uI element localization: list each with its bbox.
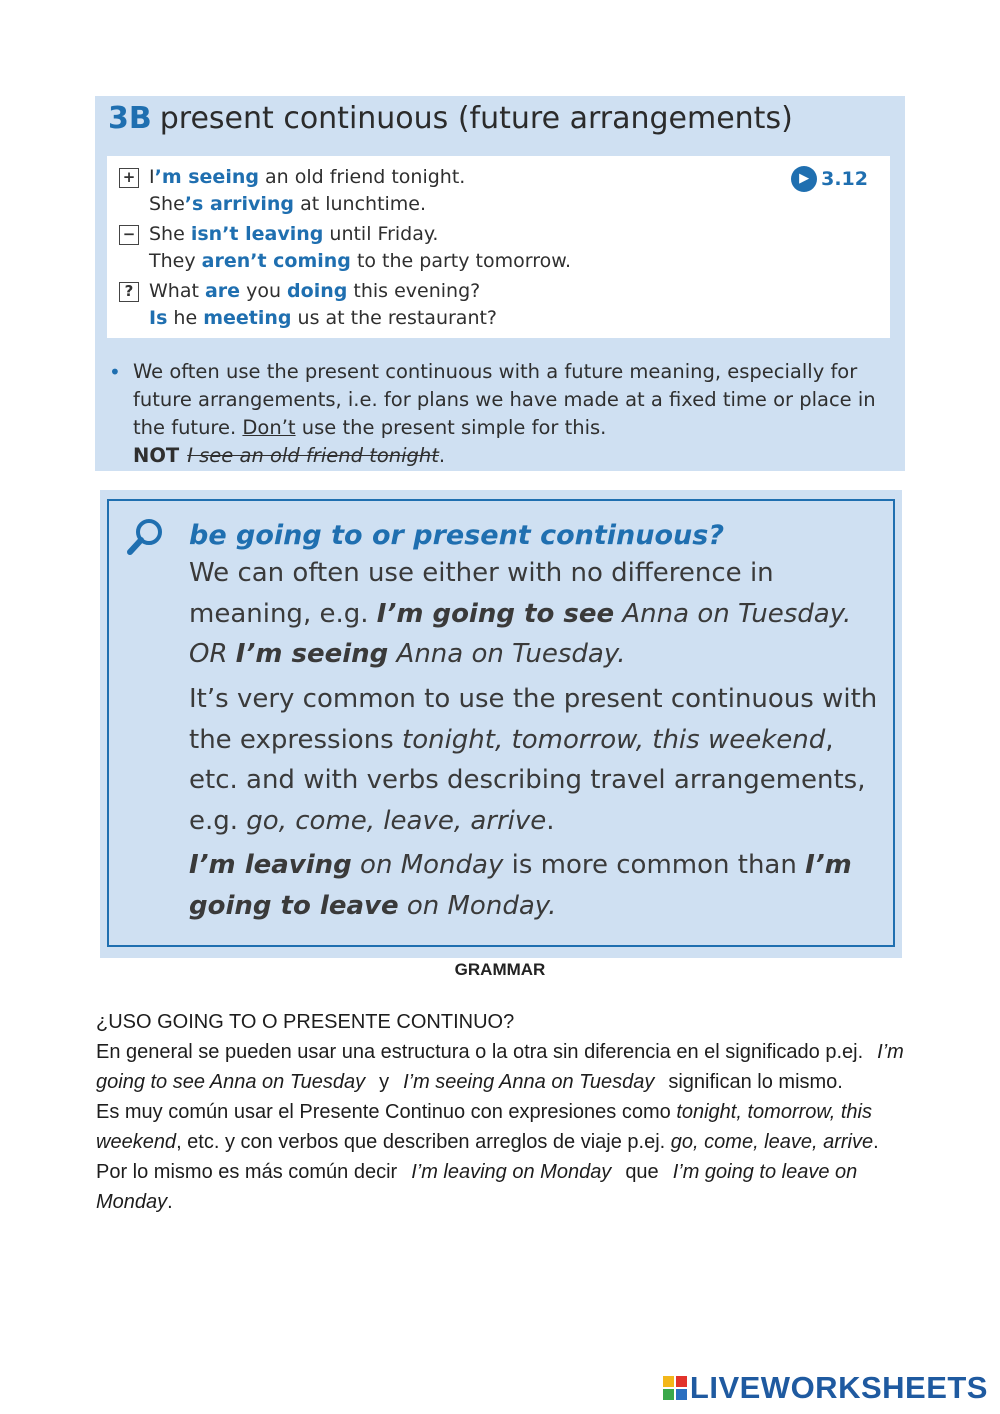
tip-box-border: [107, 499, 895, 947]
question-icon: ?: [119, 282, 139, 302]
audio-track[interactable]: [791, 166, 868, 192]
example-line: She isn’t leaving until Friday.: [149, 223, 439, 245]
notes-paragraph: En general se pueden usar una estructura o la otra sin diferencia en el significado p.ej. I’m going to see Anna on Tuesday y I’m seeing Anna on Tuesday significan lo mismo.: [96, 1041, 904, 1093]
plus-icon: +: [119, 168, 139, 188]
rule-text-end: use the present simple for this.: [301, 416, 607, 439]
magnifier-icon: [125, 517, 165, 557]
unit-code: 3B: [108, 101, 152, 136]
grammar-title: [108, 98, 793, 140]
notes-paragraph: Por lo mismo es más común decir I’m leaving on Monday que I’m going to leave on Monday.: [96, 1161, 858, 1213]
tip-paragraph: I’m leaving on Monday is more common than I’m going to leave on Monday.: [189, 850, 852, 921]
logo-text: LIVEWORKSHEETS: [689, 1370, 988, 1405]
rule-emphasis: Don’t: [242, 416, 296, 439]
notes-paragraph: Es muy común usar el Presente Continuo con expresiones como tonight, tomorrow, this weekend, etc. y con verbos que describen arreglos de viaje p.ej. go, come, leave, arrive.: [96, 1101, 879, 1153]
grammar-reference-box: [95, 96, 905, 471]
example-line: They aren’t coming to the party tomorrow.: [149, 250, 572, 272]
wrong-example: I see an old friend tonight: [187, 444, 439, 467]
notes-question: ¿USO GOING TO O PRESENTE CONTINUO?: [96, 1011, 515, 1033]
example-line: What are you doing this evening?: [149, 280, 481, 302]
minus-icon: −: [119, 225, 139, 245]
liveworksheets-logo[interactable]: [663, 1370, 988, 1406]
usage-rule: [109, 358, 889, 470]
example-line: Is he meeting us at the restaurant?: [149, 307, 498, 329]
examples-panel: [107, 156, 890, 338]
tip-paragraph: We can often use either with no difference in meaning, e.g. I’m going to see Anna on Tuesday. OR I’m seeing Anna on Tuesday.: [189, 558, 852, 669]
example-line: She’s arriving at lunchtime.: [149, 193, 427, 215]
speaker-icon[interactable]: ▶: [791, 166, 817, 192]
example-line: I’m seeing an old friend tonight.: [149, 166, 466, 188]
tip-heading: be going to or present continuous?: [189, 520, 724, 551]
bullet-icon: •: [109, 360, 121, 384]
section-label: GRAMMAR: [454, 960, 546, 979]
tip-box: [100, 490, 902, 958]
logo-icon: [663, 1376, 687, 1400]
rule-text: We often use the present continuous with a future meaning, especially for future arrangements, i.e. for plans we have made at a fixed time or place in the future.: [133, 360, 876, 439]
spanish-notes: [96, 1007, 911, 1217]
unit-title: present continuous (future arrangements): [159, 101, 793, 136]
tip-paragraph: It’s very common to use the present continuous with the expressions tonight, tomorrow, this weekend, etc. and with verbs describing travel arrangements, e.g. go, come, leave, arrive.: [189, 684, 878, 836]
not-label: NOT: [133, 444, 180, 467]
audio-track-number: 3.12: [821, 168, 868, 190]
period: .: [438, 444, 446, 467]
